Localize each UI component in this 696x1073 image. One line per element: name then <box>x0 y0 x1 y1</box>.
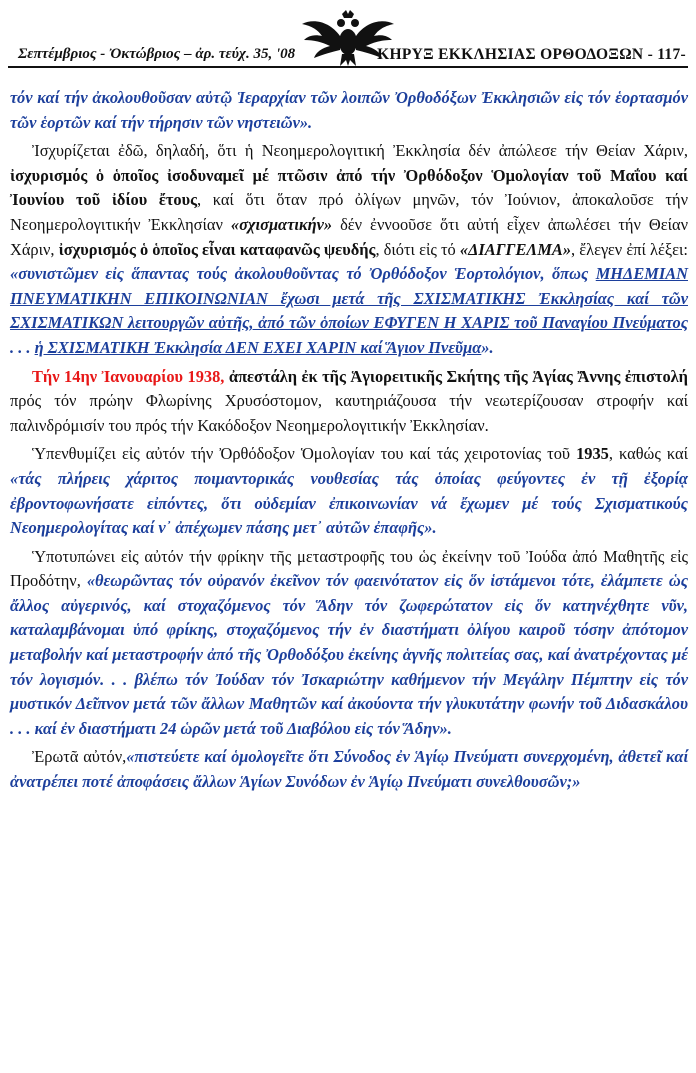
paragraph <box>10 745 688 794</box>
double-headed-eagle-icon <box>300 8 396 68</box>
text-span: , διότι εἰς τό <box>375 239 460 259</box>
text-span: Ἰσχυρίζεται ἐδῶ, δηλαδή, ὅτι ἡ Νεοημερολογιτική Ἐκκλησία δέν ἀπώλεσε τήν Θείαν Χάριν, <box>32 141 688 161</box>
text-span: Ὑποτυπώνει εἰς αὐτόν τήν φρίκην τῆς μεταστροφῆς του ὡς ἐκείνην τοῦ Ἰούδα ἀπό Μαθητῆς εἰς Προδότην, <box>10 546 688 591</box>
paragraph <box>10 139 688 360</box>
quoted-text: «συνιστῶμεν εἰς ἅπαντας τούς ἀκολουθοῦντας τό Ὀρθόδοξον Ἑορτολόγιον, ὅπως <box>10 264 596 284</box>
text-span: δέν ἐννοοῦσε ὅτι αὐτή εἶχεν ἀπωλέσει τήν Θείαν Χάριν, <box>10 214 688 259</box>
emphasis-text: ἀπεστάλη ἐκ τῆς Ἁγιορειτικῆς Σκήτης τῆς Ἁγίας Ἄννης ἐπιστολή <box>224 366 688 386</box>
publication-title: ΚΗΡΥΞ ΕΚΚΛΗΣΙΑΣ ΟΡΘΟΔΟΞΩΝ - 117- <box>377 46 686 63</box>
paragraph <box>10 86 688 135</box>
text-span: , καί ὅτι ὅταν πρό ὀλίγων μηνῶν, τόν Ἰούνιον, ἀποκαλοῦσε τήν Νεοημερολογιτικήν Ἐκκλησίαν <box>10 190 688 234</box>
emphasis-text: ἰσχυρισμός ὁ ὁποῖος ἰσοδυναμεῖ μέ πτῶσιν ἀπό τήν Ὀρθόδοξον Ὁμολογίαν τοῦ Μαΐου καί Ἰουνίου τοῦ ἰδίου ἔτους <box>10 165 688 210</box>
underlined-quote: ΜΗΔΕΜΙΑΝ ΠΝΕΥΜΑΤΙΚΗΝ ΕΠΙΚΟΙΝΩΝΙΑΝ ἔχωσι μετά τῆς ΣΧΙΣΜΑΤΙΚΗΣ Ἐκκλησίας καί τῶν ΣΧΙΣΜΑΤΙΚΩΝ λειτουργῶν αὐτῆς, ἀπό τῶν ὁποίων ΕΦΥΓΕΝ Η ΧΑΡΙΣ τοῦ Παναγίου Πνεύματος <box>10 264 688 333</box>
text-span: , ἔλεγεν ἐπί λέξει: <box>571 239 688 259</box>
quoted-text: ». <box>481 337 494 357</box>
quoted-text: «πιστεύετε καί ὁμολογεῖτε ὅτι Σύνοδος ἐν Ἁγίῳ Πνεύματι συνερχομένη, ἀθετεῖ καί ἀνατρέπει ποτέ ἀποφάσεις ἄλλων Ἁγίων Συνόδων ἐν Ἁγίῳ Πνεύματι συνελθουσῶν;» <box>10 747 689 792</box>
emphasis-text: ἰσχυρισμός ὁ ὁποῖος εἶναι καταφανῶς ψευδής <box>58 239 376 259</box>
text-span: πρός τόν πρώην Φλωρίνης Χρυσόστομον, καυτηριάζουσα τήν νεωτερίζουσαν στροφήν καί παλινδρόμισίν του πρός τήν Κακόδοξον Νεοημερολογιτικήν Ἐκκλησίαν. <box>10 391 688 435</box>
paragraph <box>10 545 688 742</box>
text-span: , καθώς καί <box>608 444 688 464</box>
paragraph <box>10 365 688 439</box>
quoted-text: . . . <box>10 337 35 357</box>
quoted-text: «θεωρῶντας τόν οὐρανόν ἐκεῖνον τόν φαεινότατον εἰς ὅν ἱστάμενοι τότε, ἐλάμπετε ὡς ἄλλος αὐγερινός, καί στοχαζόμενος τόν Ἅδην τόν ζωφερώτατον εἰς ὅν κατηνέχθητε νῦν, καταλαμβάνομαι ὑπό φρίκης, στοχαζόμενος τήν ἐν διαστήματι ὀλίγου καιροῦ τόσην ἀπότομον μεταβολήν καί μεταστροφήν ἀπό τῆς Ὀρθοδόξου ἐκείνης ἁγνῆς πολιτείας σας, καί ἀνατρέχοντας μέ τόν λογισμόν. . . βλέπω τόν Ἰούδαν τόν Ἰσκαριώτην καθήμενον τήν Μεγάλην Πέμπτην εἰς τόν μυστικόν Δεῖπνον μετά τῶν ἄλλων Μαθητῶν καί ἀκούοντα τήν γλυκυτάτην φωνήν τοῦ Διδασκάλου . . . καί ἐν διαστήματι 24 ὡρῶν μετά τοῦ Διαβόλου εἰς τόν Ἅδην». <box>10 571 688 738</box>
quoted-text: «τάς πλήρεις χάριτος ποιμαντορικάς νουθεσίας τάς ὁποίας φεύγοντες ἐν τῇ ἐξορίᾳ ἐβροντοφωνήσατε εἰπόντες, ὅτι οὐδεμίαν ἐπικοινωνίαν νά ἔχωμεν μέ τούς Σχισματικούς Νεοημερολογίτας καί ν᾽ ἀπέχωμεν πάσης μετ᾽ αὐτῶν ἐπαφῆς». <box>10 468 688 538</box>
text-span: Ἐρωτᾶ αὐτόν, <box>32 747 127 767</box>
text-span: Ὑπενθυμίζει εἰς αὐτόν τήν Ὀρθόδοξον Ὁμολογίαν του καί τάς χειροτονίας τοῦ <box>32 444 577 464</box>
year-text: 1935 <box>576 444 609 464</box>
issue-info: Σεπτέμβριος - Ὀκτώβριος – ἀρ. τεύχ. 35, '08 <box>18 46 296 62</box>
date-highlight: Τήν 14ην Ἰανουαρίου 1938, <box>32 366 225 386</box>
article-body <box>10 86 688 799</box>
emphasis-text: «ΔΙΑΓΓΕΛΜΑ» <box>459 239 572 259</box>
paragraph <box>10 442 688 540</box>
underlined-quote: ἡ ΣΧΙΣΜΑΤΙΚΗ Ἐκκλησία ΔΕΝ ΕΧΕΙ ΧΑΡΙΝ καί Ἅγιον Πνεῦμα <box>34 337 482 357</box>
emphasis-text: «σχισματικήν» <box>230 214 333 234</box>
quoted-text: τόν καί τήν ἀκολουθοῦσαν αὐτῷ Ἱεραρχίαν τῶν λοιπῶν Ὀρθοδόξων Ἐκκλησιῶν εἰς τόν ἑορτασμόν τῶν ἑορτῶν καί τήν τήρησιν τῶν νηστειῶν». <box>10 88 688 132</box>
